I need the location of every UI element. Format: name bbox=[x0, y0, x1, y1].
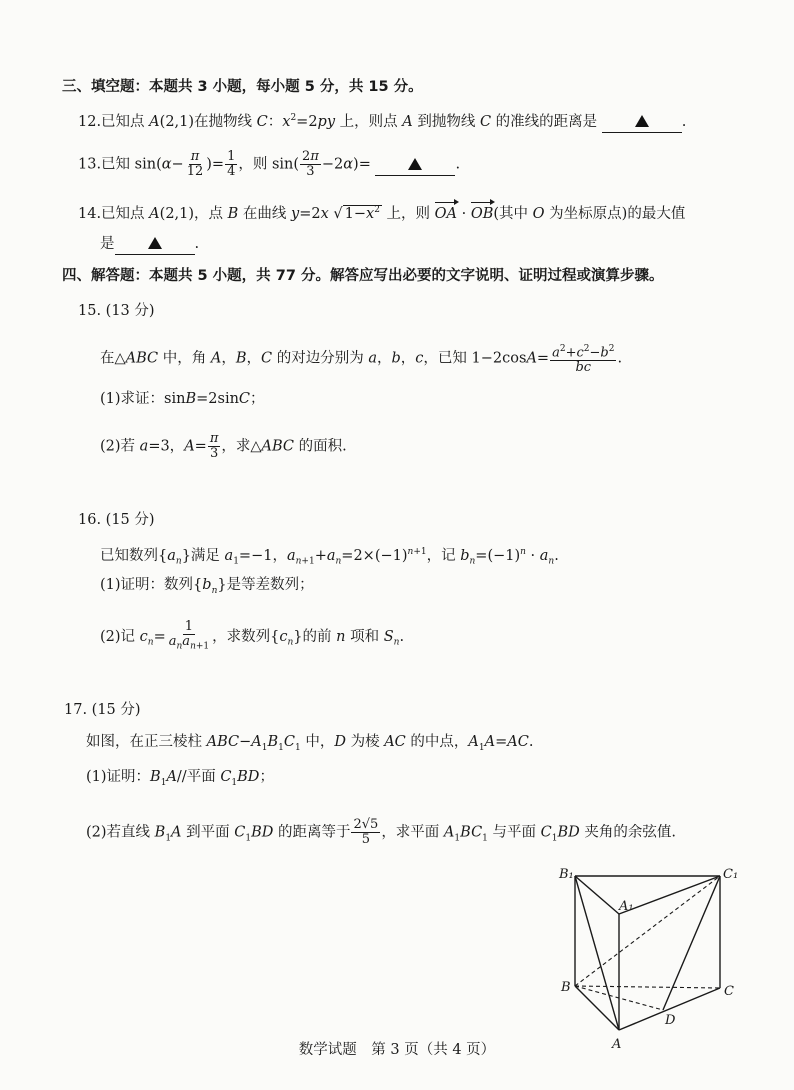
question-16-number: 16. (15 分) bbox=[78, 512, 155, 528]
answer-blank-12 bbox=[602, 112, 682, 133]
question-14: 14.已知点 A(2,1)，点 B 在曲线 y=2x √ $1-x^2$ 上，则 OA · OB(其中 O 为坐标原点)的最大值 bbox=[78, 205, 686, 222]
question-17-number: 17. (15 分) bbox=[64, 702, 141, 718]
question-14-line2: 是 . bbox=[100, 234, 199, 255]
label-b1: B₁ bbox=[559, 867, 574, 882]
label-d: D bbox=[665, 1013, 676, 1028]
question-15-part2: (2)若 a=3，A= $\frac{\pi}{3}$ ，求△ABC 的面积. bbox=[100, 431, 347, 461]
edge-a1c1 bbox=[619, 876, 720, 914]
label-c1: C₁ bbox=[723, 867, 739, 882]
question-13: 13.已知 sin(α− $\frac{\pi}{12}$ )= $\frac{1}{4}$ ，则 sin( $\frac{2\pi}{3}$ −2α)= . bbox=[78, 149, 461, 179]
question-15-number: 15. (13 分) bbox=[78, 303, 155, 319]
edge-b1a1 bbox=[575, 876, 619, 914]
section4-heading: 四、解答题：本题共 5 小题，共 77 分。解答应写出必要的文字说明、证明过程或演算步骤。 bbox=[62, 268, 664, 284]
label-b: B bbox=[561, 980, 571, 995]
line-b1a bbox=[575, 876, 619, 1030]
question-16-part2: (2)记 $c_n=$ $\frac{1}{a_na_{n+1}}$ ，求数列$\{c_n\}$的前 n 项和 $S_n$. bbox=[100, 619, 405, 652]
question-16-part1: (1)证明：数列$\{b_n\}$是等差数列； bbox=[100, 577, 314, 596]
question-17-part2: (2)若直线 $B_1A$ 到平面 $C_1BD$ 的距离等于 $\frac{2√5}{5}$ ，求平面 $A_1BC_1$ 与平面 $C_1BD$ 夹角的余弦值. bbox=[86, 817, 676, 847]
triangle-marker-icon bbox=[635, 115, 649, 127]
question-17-part1: (1)证明：$B_1A//$平面 $C_1BD$； bbox=[86, 769, 274, 788]
answer-blank-14 bbox=[115, 234, 195, 255]
edge-bc-hidden bbox=[575, 986, 720, 988]
question-12: 12.已知点 A(2,1)在抛物线 C：$x^2=2py$ 上，则点 A 到抛物线 C 的准线的距离是 . bbox=[78, 108, 686, 133]
question-15-stem: 在△ABC 中，角 A，B，C 的对边分别为 a，b，c，已知 1−2cosA= $\frac{a^2+c^2-b^2}{bc}$ . bbox=[100, 344, 623, 376]
label-a1: A₁ bbox=[619, 899, 634, 914]
label-a: A bbox=[612, 1037, 622, 1052]
question-16-stem: 已知数列$\{a_n\}$满足 $a_1=-1$，$a_{n+1}+a_n=2\times(-1)^{n+1}$，记 $b_n=(-1)^n \cdot a_n$. bbox=[100, 547, 559, 567]
section3-heading: 三、填空题：本题共 3 小题，每小题 5 分，共 15 分。 bbox=[62, 79, 423, 95]
line-c1d bbox=[663, 876, 720, 1010]
triangle-marker-icon bbox=[148, 237, 162, 249]
prism-figure bbox=[545, 858, 755, 1053]
line-bc1-hidden bbox=[575, 876, 720, 986]
answer-blank-13 bbox=[375, 155, 455, 176]
question-15-part1: (1)求证：sinB=2sinC； bbox=[100, 391, 265, 407]
question-17-stem: 如图，在正三棱柱 $ABC-A_1B_1C_1$ 中，D 为棱 AC 的中点，$A_1A=AC$. bbox=[86, 734, 534, 753]
label-c: C bbox=[724, 984, 734, 999]
triangle-marker-icon bbox=[408, 158, 422, 170]
page-footer: 数学试题 第 3 页（共 4 页） bbox=[298, 1042, 496, 1058]
